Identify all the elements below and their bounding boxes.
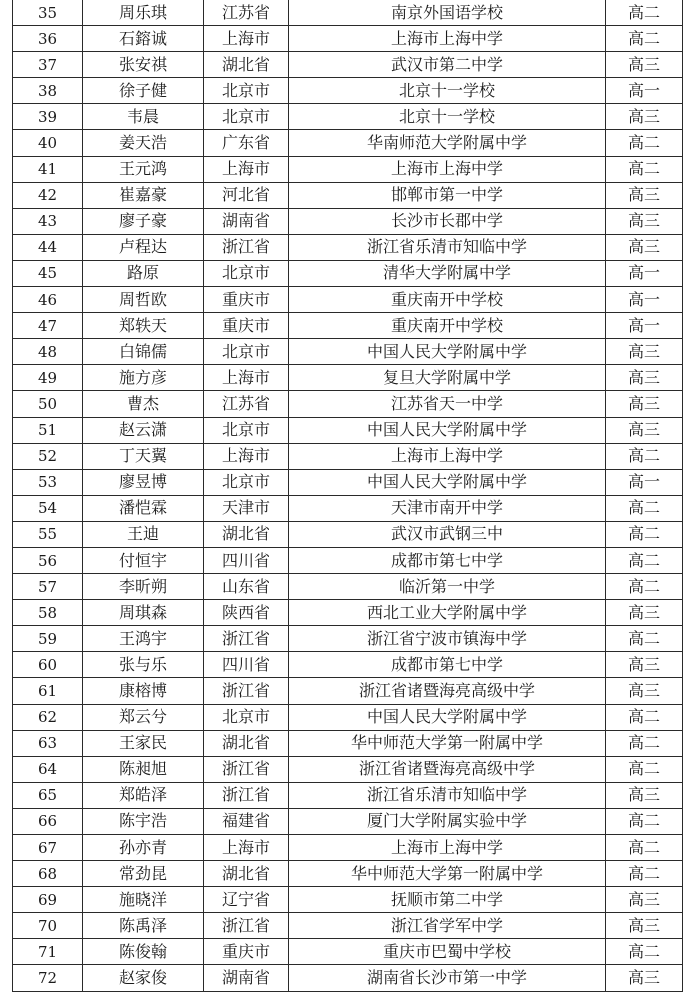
student-name-cell: 白锦儒 bbox=[83, 339, 204, 365]
grade-cell: 高三 bbox=[606, 652, 683, 678]
province-cell: 上海市 bbox=[204, 835, 289, 861]
table-row bbox=[13, 443, 683, 469]
province-cell: 北京市 bbox=[204, 417, 289, 443]
grade-cell: 高三 bbox=[606, 234, 683, 260]
table-row bbox=[13, 130, 683, 156]
row-number-cell: 43 bbox=[13, 208, 83, 234]
row-number-cell: 67 bbox=[13, 835, 83, 861]
row-number-cell: 60 bbox=[13, 652, 83, 678]
province-cell: 湖北省 bbox=[204, 730, 289, 756]
school-name-cell: 上海市上海中学 bbox=[289, 443, 606, 469]
student-name-cell: 徐子健 bbox=[83, 78, 204, 104]
grade-cell: 高三 bbox=[606, 104, 683, 130]
row-number-cell: 39 bbox=[13, 104, 83, 130]
table-row bbox=[13, 782, 683, 808]
table-row bbox=[13, 78, 683, 104]
student-name-cell: 路原 bbox=[83, 260, 204, 286]
student-name-cell: 陈昶旭 bbox=[83, 756, 204, 782]
province-cell: 重庆市 bbox=[204, 287, 289, 313]
province-cell: 陕西省 bbox=[204, 600, 289, 626]
row-number-cell: 53 bbox=[13, 469, 83, 495]
school-name-cell: 浙江省学军中学 bbox=[289, 913, 606, 939]
student-name-cell: 周乐琪 bbox=[83, 0, 204, 26]
student-name-cell: 崔嘉豪 bbox=[83, 182, 204, 208]
row-number-cell: 47 bbox=[13, 313, 83, 339]
table-row bbox=[13, 730, 683, 756]
table-row bbox=[13, 0, 683, 26]
school-name-cell: 华中师范大学第一附属中学 bbox=[289, 730, 606, 756]
school-name-cell: 浙江省诸暨海亮高级中学 bbox=[289, 756, 606, 782]
school-name-cell: 长沙市长郡中学 bbox=[289, 208, 606, 234]
row-number-cell: 59 bbox=[13, 626, 83, 652]
province-cell: 江苏省 bbox=[204, 0, 289, 26]
table-row bbox=[13, 365, 683, 391]
row-number-cell: 50 bbox=[13, 391, 83, 417]
school-name-cell: 湖南省长沙市第一中学 bbox=[289, 965, 606, 991]
school-name-cell: 浙江省诸暨海亮高级中学 bbox=[289, 678, 606, 704]
student-name-cell: 王家民 bbox=[83, 730, 204, 756]
grade-cell: 高二 bbox=[606, 26, 683, 52]
province-cell: 北京市 bbox=[204, 469, 289, 495]
row-number-cell: 54 bbox=[13, 495, 83, 521]
row-number-cell: 38 bbox=[13, 78, 83, 104]
grade-cell: 高三 bbox=[606, 339, 683, 365]
grade-cell: 高三 bbox=[606, 678, 683, 704]
province-cell: 浙江省 bbox=[204, 756, 289, 782]
grade-cell: 高三 bbox=[606, 887, 683, 913]
student-name-cell: 付恒宇 bbox=[83, 547, 204, 573]
student-name-cell: 郑皓泽 bbox=[83, 782, 204, 808]
student-name-cell: 廖子豪 bbox=[83, 208, 204, 234]
table-row bbox=[13, 521, 683, 547]
student-name-cell: 赵家俊 bbox=[83, 965, 204, 991]
table-row bbox=[13, 208, 683, 234]
school-name-cell: 中国人民大学附属中学 bbox=[289, 417, 606, 443]
table-row bbox=[13, 808, 683, 834]
row-number-cell: 63 bbox=[13, 730, 83, 756]
school-name-cell: 邯郸市第一中学 bbox=[289, 182, 606, 208]
grade-cell: 高三 bbox=[606, 391, 683, 417]
student-name-cell: 郑轶天 bbox=[83, 313, 204, 339]
table-row bbox=[13, 495, 683, 521]
province-cell: 四川省 bbox=[204, 652, 289, 678]
grade-cell: 高二 bbox=[606, 861, 683, 887]
row-number-cell: 57 bbox=[13, 574, 83, 600]
province-cell: 湖北省 bbox=[204, 521, 289, 547]
school-name-cell: 华中师范大学第一附属中学 bbox=[289, 861, 606, 887]
row-number-cell: 56 bbox=[13, 547, 83, 573]
province-cell: 北京市 bbox=[204, 339, 289, 365]
province-cell: 重庆市 bbox=[204, 939, 289, 965]
row-number-cell: 35 bbox=[13, 0, 83, 26]
grade-cell: 高三 bbox=[606, 365, 683, 391]
school-name-cell: 武汉市武钢三中 bbox=[289, 521, 606, 547]
school-name-cell: 浙江省乐清市知临中学 bbox=[289, 234, 606, 260]
school-name-cell: 上海市上海中学 bbox=[289, 26, 606, 52]
grade-cell: 高二 bbox=[606, 156, 683, 182]
student-name-cell: 陈禹泽 bbox=[83, 913, 204, 939]
school-name-cell: 北京十一学校 bbox=[289, 78, 606, 104]
table-row bbox=[13, 547, 683, 573]
province-cell: 上海市 bbox=[204, 365, 289, 391]
grade-cell: 高二 bbox=[606, 0, 683, 26]
grade-cell: 高二 bbox=[606, 939, 683, 965]
student-name-cell: 李昕朔 bbox=[83, 574, 204, 600]
grade-cell: 高二 bbox=[606, 443, 683, 469]
province-cell: 湖北省 bbox=[204, 52, 289, 78]
province-cell: 浙江省 bbox=[204, 782, 289, 808]
table-row bbox=[13, 104, 683, 130]
school-name-cell: 重庆南开中学校 bbox=[289, 313, 606, 339]
table-row bbox=[13, 469, 683, 495]
row-number-cell: 58 bbox=[13, 600, 83, 626]
student-name-cell: 韦晨 bbox=[83, 104, 204, 130]
student-name-cell: 卢程达 bbox=[83, 234, 204, 260]
school-name-cell: 华南师范大学附属中学 bbox=[289, 130, 606, 156]
grade-cell: 高三 bbox=[606, 52, 683, 78]
school-name-cell: 中国人民大学附属中学 bbox=[289, 704, 606, 730]
row-number-cell: 61 bbox=[13, 678, 83, 704]
school-name-cell: 复旦大学附属中学 bbox=[289, 365, 606, 391]
table-row bbox=[13, 391, 683, 417]
student-name-cell: 王迪 bbox=[83, 521, 204, 547]
grade-cell: 高二 bbox=[606, 495, 683, 521]
table-row bbox=[13, 704, 683, 730]
school-name-cell: 清华大学附属中学 bbox=[289, 260, 606, 286]
grade-cell: 高三 bbox=[606, 600, 683, 626]
province-cell: 上海市 bbox=[204, 26, 289, 52]
row-number-cell: 66 bbox=[13, 808, 83, 834]
table-row bbox=[13, 182, 683, 208]
row-number-cell: 69 bbox=[13, 887, 83, 913]
province-cell: 湖南省 bbox=[204, 965, 289, 991]
province-cell: 浙江省 bbox=[204, 913, 289, 939]
province-cell: 河北省 bbox=[204, 182, 289, 208]
grade-cell: 高三 bbox=[606, 913, 683, 939]
grade-cell: 高二 bbox=[606, 130, 683, 156]
student-name-cell: 王元鸿 bbox=[83, 156, 204, 182]
student-name-cell: 张安祺 bbox=[83, 52, 204, 78]
province-cell: 北京市 bbox=[204, 78, 289, 104]
student-name-cell: 常劲昆 bbox=[83, 861, 204, 887]
province-cell: 上海市 bbox=[204, 443, 289, 469]
school-name-cell: 武汉市第二中学 bbox=[289, 52, 606, 78]
student-name-cell: 康榕博 bbox=[83, 678, 204, 704]
grade-cell: 高二 bbox=[606, 547, 683, 573]
grade-cell: 高二 bbox=[606, 730, 683, 756]
row-number-cell: 52 bbox=[13, 443, 83, 469]
school-name-cell: 中国人民大学附属中学 bbox=[289, 469, 606, 495]
row-number-cell: 36 bbox=[13, 26, 83, 52]
province-cell: 广东省 bbox=[204, 130, 289, 156]
table-row bbox=[13, 260, 683, 286]
grade-cell: 高二 bbox=[606, 756, 683, 782]
table-row bbox=[13, 156, 683, 182]
table-row bbox=[13, 417, 683, 443]
grade-cell: 高三 bbox=[606, 782, 683, 808]
school-name-cell: 江苏省天一中学 bbox=[289, 391, 606, 417]
student-name-cell: 周琪森 bbox=[83, 600, 204, 626]
school-name-cell: 中国人民大学附属中学 bbox=[289, 339, 606, 365]
school-name-cell: 成都市第七中学 bbox=[289, 652, 606, 678]
table-row bbox=[13, 26, 683, 52]
student-name-cell: 姜天浩 bbox=[83, 130, 204, 156]
province-cell: 浙江省 bbox=[204, 626, 289, 652]
row-number-cell: 70 bbox=[13, 913, 83, 939]
grade-cell: 高一 bbox=[606, 313, 683, 339]
student-name-cell: 王鸿宇 bbox=[83, 626, 204, 652]
school-name-cell: 浙江省乐清市知临中学 bbox=[289, 782, 606, 808]
province-cell: 山东省 bbox=[204, 574, 289, 600]
province-cell: 重庆市 bbox=[204, 313, 289, 339]
table-row bbox=[13, 287, 683, 313]
grade-cell: 高二 bbox=[606, 808, 683, 834]
student-name-cell: 赵云潇 bbox=[83, 417, 204, 443]
row-number-cell: 44 bbox=[13, 234, 83, 260]
school-name-cell: 北京十一学校 bbox=[289, 104, 606, 130]
table-row bbox=[13, 652, 683, 678]
grade-cell: 高一 bbox=[606, 78, 683, 104]
table-row bbox=[13, 861, 683, 887]
student-name-cell: 陈宇浩 bbox=[83, 808, 204, 834]
student-name-cell: 张与乐 bbox=[83, 652, 204, 678]
student-name-cell: 孙亦青 bbox=[83, 835, 204, 861]
table-row bbox=[13, 52, 683, 78]
school-name-cell: 西北工业大学附属中学 bbox=[289, 600, 606, 626]
school-name-cell: 厦门大学附属实验中学 bbox=[289, 808, 606, 834]
grade-cell: 高一 bbox=[606, 287, 683, 313]
row-number-cell: 55 bbox=[13, 521, 83, 547]
grade-cell: 高二 bbox=[606, 626, 683, 652]
school-name-cell: 成都市第七中学 bbox=[289, 547, 606, 573]
row-number-cell: 37 bbox=[13, 52, 83, 78]
table-row bbox=[13, 600, 683, 626]
row-number-cell: 46 bbox=[13, 287, 83, 313]
school-name-cell: 天津市南开中学 bbox=[289, 495, 606, 521]
row-number-cell: 65 bbox=[13, 782, 83, 808]
province-cell: 福建省 bbox=[204, 808, 289, 834]
table-row bbox=[13, 756, 683, 782]
row-number-cell: 62 bbox=[13, 704, 83, 730]
student-name-cell: 郑云兮 bbox=[83, 704, 204, 730]
table-row bbox=[13, 965, 683, 991]
province-cell: 江苏省 bbox=[204, 391, 289, 417]
province-cell: 湖北省 bbox=[204, 861, 289, 887]
row-number-cell: 40 bbox=[13, 130, 83, 156]
roster-body bbox=[13, 0, 683, 991]
student-name-cell: 施方彦 bbox=[83, 365, 204, 391]
table-row bbox=[13, 626, 683, 652]
table-row bbox=[13, 887, 683, 913]
table-row bbox=[13, 678, 683, 704]
grade-cell: 高一 bbox=[606, 469, 683, 495]
school-name-cell: 上海市上海中学 bbox=[289, 835, 606, 861]
row-number-cell: 41 bbox=[13, 156, 83, 182]
grade-cell: 高二 bbox=[606, 704, 683, 730]
student-name-cell: 潘恺霖 bbox=[83, 495, 204, 521]
row-number-cell: 71 bbox=[13, 939, 83, 965]
student-name-cell: 陈俊翰 bbox=[83, 939, 204, 965]
school-name-cell: 重庆南开中学校 bbox=[289, 287, 606, 313]
province-cell: 北京市 bbox=[204, 104, 289, 130]
student-roster-table bbox=[12, 0, 683, 992]
table-row bbox=[13, 574, 683, 600]
row-number-cell: 48 bbox=[13, 339, 83, 365]
table-row bbox=[13, 835, 683, 861]
province-cell: 北京市 bbox=[204, 260, 289, 286]
province-cell: 上海市 bbox=[204, 156, 289, 182]
row-number-cell: 64 bbox=[13, 756, 83, 782]
grade-cell: 高三 bbox=[606, 417, 683, 443]
province-cell: 浙江省 bbox=[204, 678, 289, 704]
school-name-cell: 重庆市巴蜀中学校 bbox=[289, 939, 606, 965]
school-name-cell: 浙江省宁波市镇海中学 bbox=[289, 626, 606, 652]
student-name-cell: 施晓洋 bbox=[83, 887, 204, 913]
table-row bbox=[13, 339, 683, 365]
school-name-cell: 临沂第一中学 bbox=[289, 574, 606, 600]
student-name-cell: 曹杰 bbox=[83, 391, 204, 417]
province-cell: 浙江省 bbox=[204, 234, 289, 260]
table-row bbox=[13, 913, 683, 939]
row-number-cell: 72 bbox=[13, 965, 83, 991]
table-row bbox=[13, 939, 683, 965]
grade-cell: 高三 bbox=[606, 182, 683, 208]
table-row bbox=[13, 234, 683, 260]
province-cell: 天津市 bbox=[204, 495, 289, 521]
grade-cell: 高二 bbox=[606, 835, 683, 861]
table-row bbox=[13, 313, 683, 339]
province-cell: 北京市 bbox=[204, 704, 289, 730]
student-name-cell: 丁天翼 bbox=[83, 443, 204, 469]
grade-cell: 高二 bbox=[606, 521, 683, 547]
province-cell: 湖南省 bbox=[204, 208, 289, 234]
grade-cell: 高二 bbox=[606, 574, 683, 600]
student-name-cell: 石鎔诚 bbox=[83, 26, 204, 52]
row-number-cell: 42 bbox=[13, 182, 83, 208]
school-name-cell: 上海市上海中学 bbox=[289, 156, 606, 182]
student-name-cell: 周哲欧 bbox=[83, 287, 204, 313]
school-name-cell: 抚顺市第二中学 bbox=[289, 887, 606, 913]
row-number-cell: 49 bbox=[13, 365, 83, 391]
province-cell: 四川省 bbox=[204, 547, 289, 573]
row-number-cell: 45 bbox=[13, 260, 83, 286]
student-name-cell: 廖昱博 bbox=[83, 469, 204, 495]
grade-cell: 高一 bbox=[606, 260, 683, 286]
school-name-cell: 南京外国语学校 bbox=[289, 0, 606, 26]
province-cell: 辽宁省 bbox=[204, 887, 289, 913]
grade-cell: 高三 bbox=[606, 208, 683, 234]
row-number-cell: 51 bbox=[13, 417, 83, 443]
row-number-cell: 68 bbox=[13, 861, 83, 887]
grade-cell: 高三 bbox=[606, 965, 683, 991]
